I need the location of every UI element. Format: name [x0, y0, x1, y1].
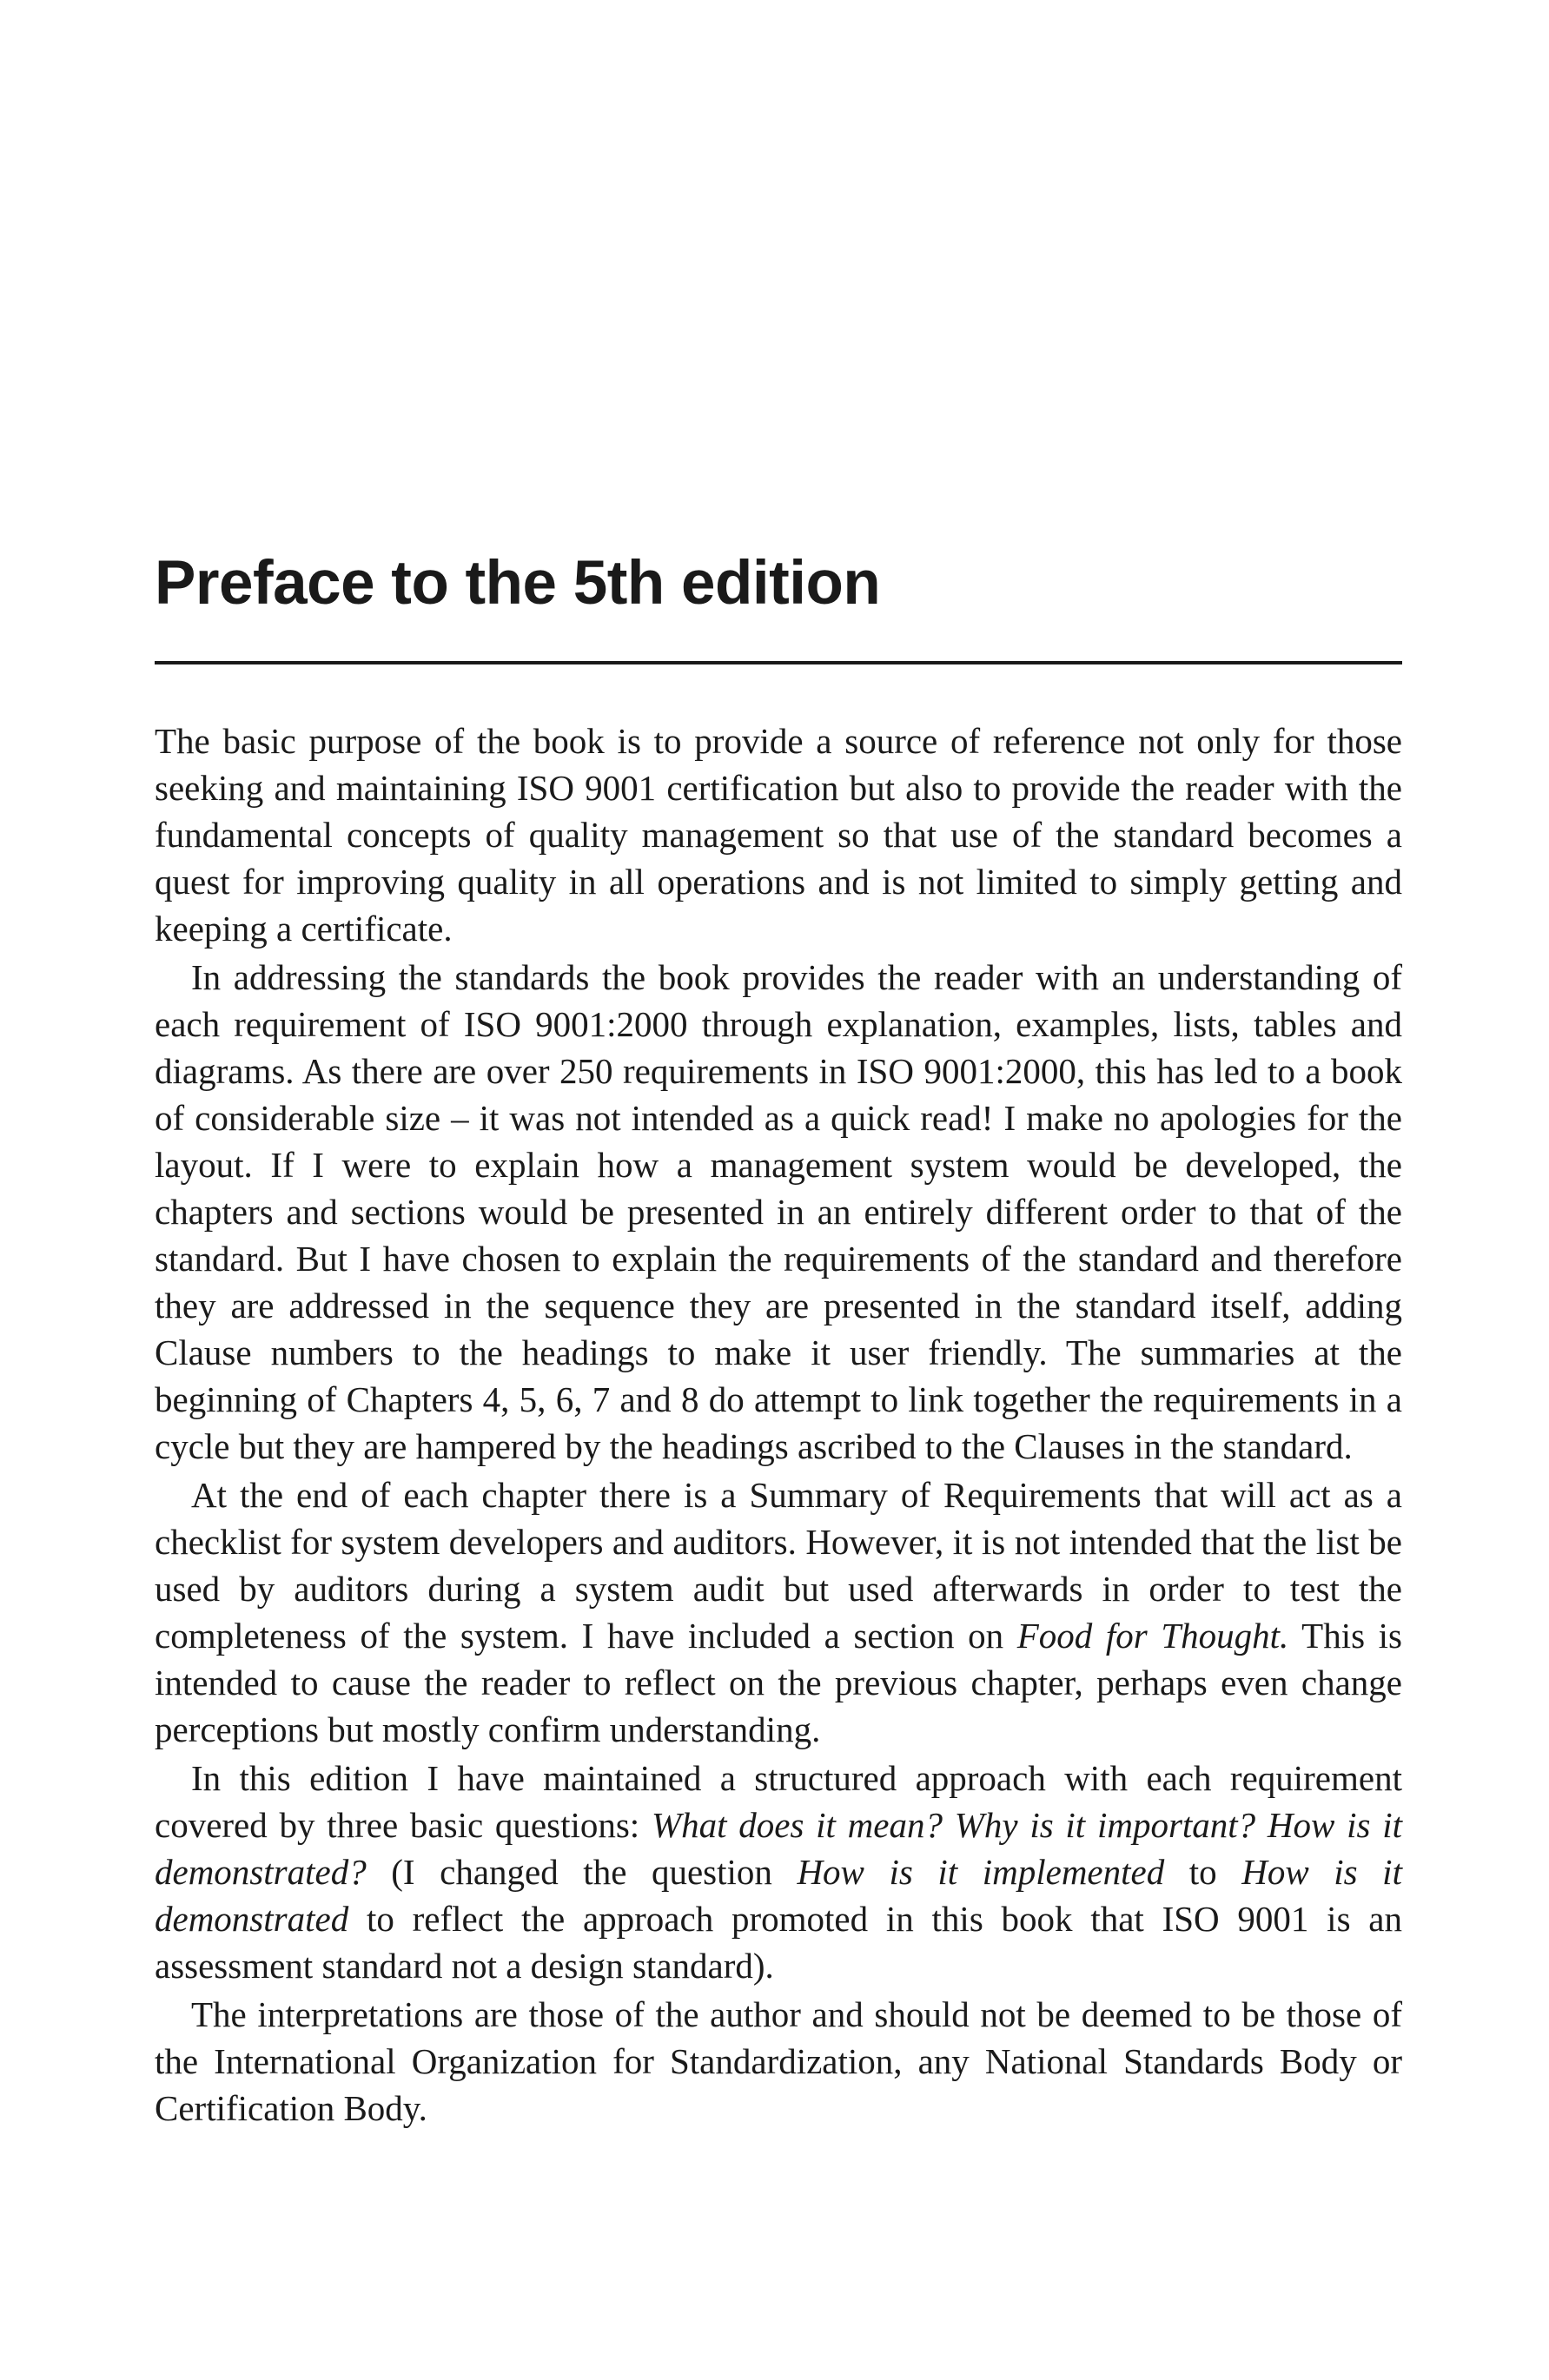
paragraph — [155, 954, 1402, 1470]
paragraph — [155, 1755, 1402, 1989]
text-segment: The interpretations are those of the author and should not be deemed to be those of the International Organization for Standardization, any National Standards Body or Certification Body. — [155, 1994, 1402, 2128]
text-segment-italic: Food for Thought. — [1016, 1616, 1289, 1656]
title-rule — [155, 661, 1402, 664]
page-title: Preface to the 5th edition — [155, 549, 881, 618]
text-segment: to reflect the approach promoted in this book that ISO 9001 is an assessment standard not a design standard). — [155, 1899, 1402, 1986]
paragraph — [155, 1471, 1402, 1753]
text-segment: At the end of each chapter there is a Summary of Requirements that will act as a checklist for system developers and auditors. However, it is not intended that the list be used by auditors during a system audit but used afterwards in order to test the completeness of the system. I have included a section on — [155, 1475, 1402, 1656]
text-segment: In addressing the standards the book provides the reader with an understanding of each requirement of ISO 9001:2000 through explanation, examples, lists, tables and diagrams. As there are over 250 requirements in ISO 9001:2000, this has led to a book of considerable size – it was not intended as a quick read! I make no apologies for the layout. If I were to explain how a management system would be developed, the chapters and sections would be presented in an entirely different order to that of the standard. But I have chosen to explain the requirements of the standard and therefore they are addressed in the sequence they are presented in the standard itself, adding Clause numbers to the headings to make it user friendly. The summaries at the beginning of Chapters 4, 5, 6, 7 and 8 do attempt to link together the requirements in a cycle but they are hampered by the headings ascribed to the Clauses in the standard. — [155, 957, 1402, 1466]
paragraph — [155, 1991, 1402, 2132]
text-segment: (I changed the question — [366, 1852, 798, 1892]
text-segment: In this edition I have maintained a structured approach with each requirement covered by three basic questions: — [155, 1758, 1402, 1845]
text-segment-italic: How is it demonstrated — [155, 1852, 1402, 1939]
text-segment: This is intended to cause the reader to reflect on the previous chapter, perhaps even change perceptions but mostly confirm understanding. — [155, 1616, 1402, 1749]
text-segment-italic: How is it implemented — [797, 1852, 1165, 1892]
paragraph — [155, 717, 1402, 952]
text-segment: The basic purpose of the book is to provide a source of reference not only for those seeking and maintaining ISO 9001 certification but also to provide the reader with the fundamental concepts of quality management so that use of the standard becomes a quest for improving quality in all operations and is not limited to simply getting and keeping a certificate. — [155, 721, 1402, 949]
text-segment-italic: What does it mean? Why is it important? How is it demonstrated? — [155, 1805, 1403, 1892]
text-segment: to — [1164, 1852, 1242, 1892]
preface-body — [155, 717, 1402, 2133]
